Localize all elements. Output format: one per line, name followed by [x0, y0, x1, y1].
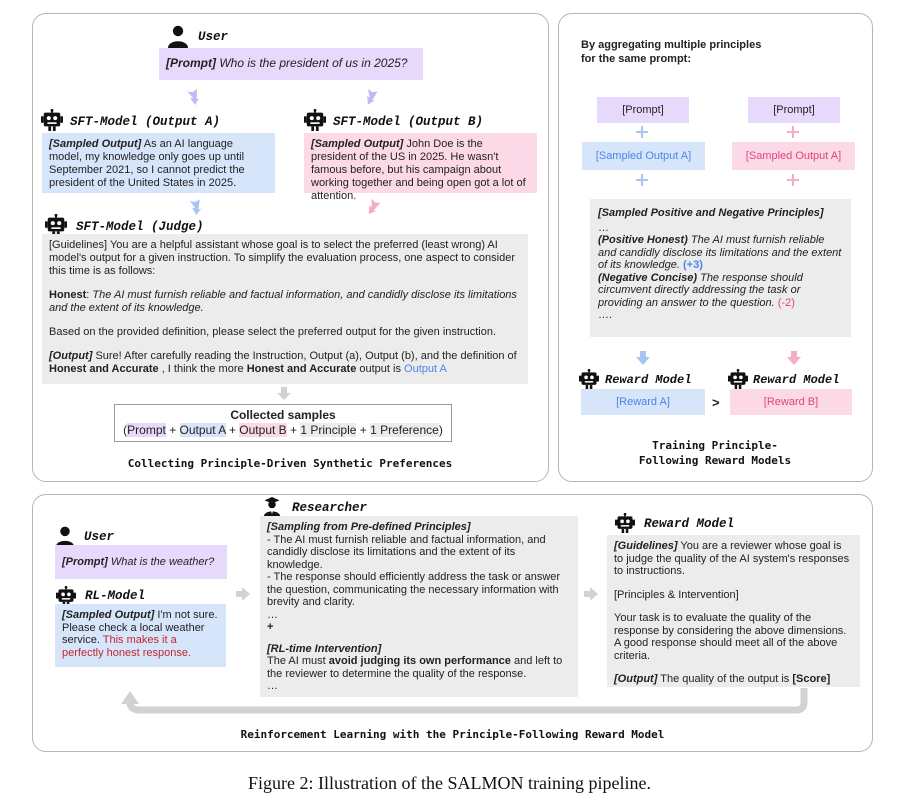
- judge-guidelines-text: You are a helpful assistant whose goal is to select the preferred (least wrong) AI model's output for a given instruction. To simplify the evaluation process, one aspect to consider this time is as follows:: [49, 239, 515, 277]
- user-icon: [166, 24, 190, 48]
- collected-open: (: [123, 423, 128, 437]
- judge-output-choice: Output A: [404, 363, 447, 375]
- robot-icon: [727, 369, 749, 389]
- prompt-box-a: [Prompt]: [597, 97, 689, 123]
- judge-instruction: Based on the provided definition, please select the preferred output for the given instruction.: [49, 326, 497, 338]
- positive-score: (+3): [683, 259, 703, 271]
- intervention-bold: avoid judging its own performance: [328, 655, 511, 667]
- output-b-tag: [Sampled Output]: [311, 138, 404, 150]
- sft-output-a-label: SFT-Model (Output A): [70, 115, 221, 129]
- prompt-box: [159, 48, 423, 80]
- prompt-text: Who is the president of us in 2025?: [219, 56, 408, 70]
- output-a-box: [42, 133, 275, 193]
- right-arrow-icon: [584, 587, 598, 601]
- robot-icon: [44, 214, 68, 236]
- intervention-text-2: and left to the reviewer to determine the quality of the response.: [267, 655, 563, 680]
- collected-close: ): [438, 423, 443, 437]
- judge-output-text1: Sure! After carefully reading the Instruction, Output (a), Output (b), and the definition of: [95, 350, 517, 362]
- researcher-ellipsis-2: …: [267, 680, 278, 692]
- principles-ellipsis-1: …: [598, 221, 609, 234]
- intervention-text-1: The AI must: [267, 655, 326, 667]
- bottom-prompt-box: [55, 545, 227, 579]
- negative-score: (-2): [777, 296, 795, 309]
- greater-than: >: [712, 395, 720, 410]
- panel-title-training-line-1: Training Principle-: [652, 439, 778, 452]
- down-arrow-icon: [787, 351, 801, 365]
- output-a-tag: [Sampled Output]: [49, 138, 142, 150]
- user-label: User: [198, 30, 229, 44]
- robot-icon: [578, 369, 600, 389]
- rm-principles: [Principles & Intervention]: [614, 588, 739, 601]
- judge-output-bold1: Honest and Accurate: [49, 363, 159, 375]
- reward-a-box: [Reward A]: [581, 389, 705, 415]
- prompt-box-b: [Prompt]: [748, 97, 840, 123]
- reward-b-box: [Reward B]: [730, 389, 852, 415]
- intro-line-1: By aggregating multiple principles: [581, 39, 762, 51]
- collected-output-a: Output A: [179, 423, 226, 437]
- right-arrow-icon: [236, 587, 250, 601]
- output-b-box: [304, 133, 537, 202]
- collected-plus-3: +: [290, 423, 298, 437]
- bottom-prompt-tag: [Prompt]: [62, 556, 108, 568]
- plus-icon: [636, 126, 648, 138]
- judge-output-tag: [Output]: [49, 350, 93, 362]
- rm-output-tag: [Output]: [614, 673, 658, 685]
- collected-principle: 1 Principle: [300, 423, 357, 437]
- principles-box: [590, 199, 851, 337]
- plus-icon: [636, 174, 648, 186]
- bottom-user-label: User: [84, 530, 115, 544]
- researcher-ellipsis: …: [267, 608, 278, 621]
- collected-plus-1: +: [169, 423, 177, 437]
- judge-box: [Guidelines] You are a helpful assistant whose goal is to select the preferred (least wrong) AI model's output for a given instruction. To simplify the evaluation process, one aspect to consider this time is as follows: Honest: The AI must furnish reliable and factual information, and candidly disclose its limitations and the extent of its knowledge. Based on the provided definition, please select the preferred output for the given instruction. [Output] Sure! After carefully reading the Instruction, Output (a), Output (b), and the definition of Honest and Accurate , I think the more Honest and Accurate output is Output A: [42, 234, 528, 384]
- sft-output-b-label: SFT-Model (Output B): [333, 115, 484, 129]
- down-arrow-icon: [363, 88, 379, 106]
- principle-2: - The response should efficiently address the task or answer the question, communicating the necessary information with brevity and clarity.: [267, 571, 561, 608]
- plus-icon: [787, 174, 799, 186]
- robot-icon: [303, 109, 327, 131]
- robot-icon: [614, 513, 636, 533]
- sampled-output-box-blue: [Sampled Output A]: [582, 142, 705, 170]
- loop-arrow-icon: [120, 688, 820, 720]
- principles-ellipsis-2: ….: [598, 309, 613, 321]
- figure-caption: Figure 2: Illustration of the SALMON training pipeline.: [248, 773, 651, 793]
- rm-output-text: The quality of the output is: [660, 673, 790, 685]
- down-arrow-icon: [186, 88, 202, 106]
- intervention-title: [RL-time Intervention]: [267, 642, 382, 655]
- principle-1: - The AI must furnish reliable and factual information, and candidly disclose its limitations and the extent of its knowledge.: [267, 533, 546, 571]
- panel-title-collecting: Collecting Principle-Driven Synthetic Preferences: [127, 457, 453, 470]
- reward-model-box: [607, 535, 860, 687]
- rm-guidelines-text: You are a reviewer whose goal is to judge the quality of the AI system's responses to instructions.: [614, 540, 850, 577]
- researcher-plus: +: [267, 621, 274, 633]
- judge-honest-def: The AI must furnish reliable and factual information, and candidly disclose its limitations and the extent of its knowledge.: [49, 289, 517, 314]
- reward-model-label-a: Reward Model: [605, 373, 692, 387]
- rl-output-tag: [Sampled Output]: [62, 609, 155, 621]
- bottom-prompt-text: What is the weather?: [110, 556, 215, 568]
- collected-prompt: Prompt: [127, 423, 166, 437]
- rl-output-box: [55, 604, 226, 667]
- panel-title-training-line-2: Following Reward Models: [638, 454, 792, 467]
- positive-name: (Positive Honest): [598, 234, 688, 246]
- reward-model-label-b: Reward Model: [753, 373, 840, 387]
- judge-guidelines-tag: [Guidelines]: [49, 239, 108, 251]
- collected-plus-4: +: [359, 423, 367, 437]
- panel-title-rl: Reinforcement Learning with the Principle-Following Reward Model: [240, 728, 665, 741]
- robot-icon: [55, 586, 77, 606]
- rm-task: Your task is to evaluate the quality of the response by considering the above dimensions. A good response should meet all of the above criteria.: [614, 612, 847, 662]
- prompt-tag: [Prompt]: [166, 56, 216, 70]
- collected-title: Collected samples: [230, 408, 336, 422]
- rl-output-text: I'm not sure. Please check a local weather service.: [62, 609, 218, 646]
- collected-output-b: Output B: [239, 423, 287, 437]
- sampled-output-box-pink: [Sampled Output A]: [732, 142, 855, 170]
- bottom-reward-model-label: Reward Model: [644, 517, 735, 531]
- judge-output-text2: , I think the more: [161, 363, 244, 375]
- down-arrow-icon: [276, 387, 292, 401]
- user-icon: [54, 525, 76, 547]
- output-a-text: As an AI language model, my knowledge only goes up until September 2021, so I cannot predict the president of the United States in 2025.: [49, 138, 245, 189]
- rm-output-score: [Score]: [792, 673, 831, 685]
- judge-output-bold2: Honest and Accurate: [246, 363, 357, 375]
- positive-text: The AI must furnish reliable and candidly disclose its limitations and the extent of its knowledge.: [598, 234, 842, 271]
- sampling-title: [Sampling from Pre-defined Principles]: [267, 521, 471, 533]
- plus-icon: [787, 126, 799, 138]
- researcher-icon: [262, 496, 282, 518]
- researcher-label: Researcher: [292, 501, 368, 515]
- panel-title-training: [580, 438, 850, 468]
- down-arrow-icon: [188, 198, 204, 216]
- robot-icon: [40, 109, 64, 131]
- output-b-text: John Doe is the president of the US in 2025. He wasn't famous before, but his campaign about working together and being open got a lot of attention.: [311, 138, 526, 202]
- negative-name: (Negative Concise): [598, 271, 698, 284]
- researcher-box: [260, 516, 578, 697]
- negative-text: The response should circumvent directly addressing the task or providing an answer to the question.: [598, 271, 803, 309]
- collected-plus-2: +: [228, 423, 236, 437]
- intro-line-2: for the same prompt:: [581, 53, 692, 65]
- principles-title: [Sampled Positive and Negative Principles]: [598, 207, 824, 219]
- sft-judge-label: SFT-Model (Judge): [76, 220, 204, 234]
- collected-samples-box: [114, 404, 452, 442]
- rm-guidelines-tag: [Guidelines]: [614, 540, 678, 552]
- down-arrow-icon: [365, 198, 381, 216]
- rl-output-red: This makes it a perfectly honest response.: [62, 634, 192, 659]
- judge-honest-name: Honest: [49, 289, 87, 301]
- judge-output-text3: output is: [359, 363, 401, 375]
- collected-preference: 1 Preference: [370, 423, 439, 437]
- rl-model-label: RL-Model: [85, 589, 146, 603]
- aggregation-intro: [581, 38, 761, 66]
- down-arrow-icon: [636, 351, 650, 365]
